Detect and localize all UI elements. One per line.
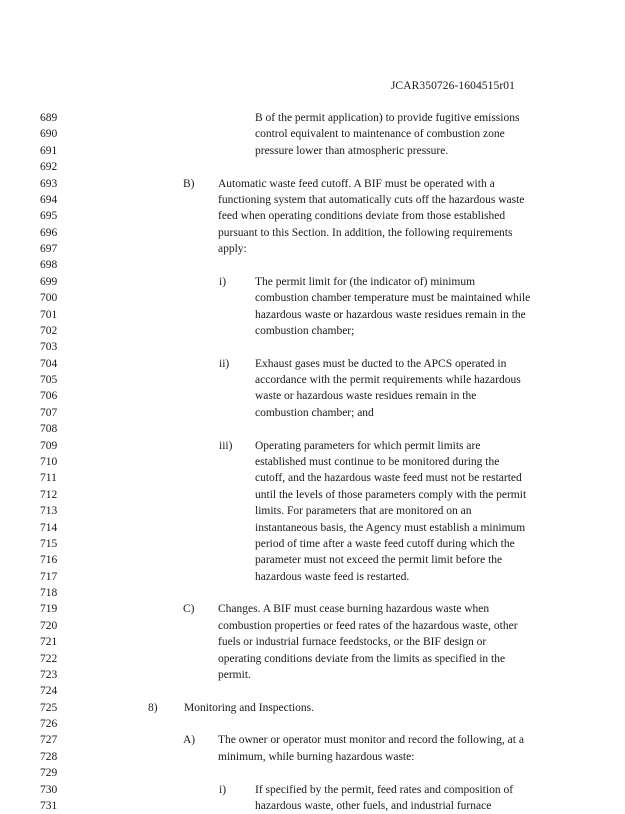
line-number: 700 bbox=[40, 292, 58, 305]
text-line bbox=[0, 454, 625, 470]
line-text: period of time after a waste feed cutoff during which the bbox=[255, 537, 515, 550]
line-text: pursuant to this Section. In addition, the following requirements bbox=[218, 226, 513, 239]
line-text: hazardous waste, other fuels, and industrial furnace bbox=[255, 799, 492, 812]
line-text: Operating parameters for which permit limits are bbox=[255, 439, 481, 452]
line-text: The owner or operator must monitor and record the following, at a bbox=[218, 734, 524, 747]
text-line bbox=[0, 290, 625, 306]
line-text: B of the permit application) to provide fugitive emissions bbox=[255, 112, 520, 124]
line-number: 706 bbox=[40, 390, 58, 403]
line-number: 724 bbox=[40, 685, 58, 698]
text-line bbox=[0, 732, 625, 748]
line-number: 704 bbox=[40, 357, 58, 370]
line-number: 701 bbox=[40, 308, 58, 321]
line-text: If specified by the permit, feed rates and composition of bbox=[255, 783, 514, 796]
line-number: 708 bbox=[40, 423, 58, 436]
line-text: combustion properties or feed rates of the hazardous waste, other bbox=[218, 619, 518, 632]
text-line bbox=[0, 503, 625, 519]
text-line bbox=[0, 225, 625, 241]
text-line bbox=[0, 126, 625, 142]
line-number: 709 bbox=[40, 439, 58, 452]
line-text: Exhaust gases must be ducted to the APCS operated in bbox=[255, 357, 507, 370]
line-text: hazardous waste or hazardous waste residues remain in the bbox=[255, 308, 526, 321]
text-line bbox=[0, 749, 625, 765]
text-line bbox=[0, 372, 625, 388]
line-number: 696 bbox=[40, 226, 58, 239]
line-number: 715 bbox=[40, 537, 58, 550]
text-line bbox=[0, 339, 625, 355]
text-line bbox=[0, 307, 625, 323]
text-line bbox=[0, 618, 625, 634]
list-marker: A) bbox=[183, 734, 196, 747]
text-line bbox=[0, 405, 625, 421]
line-number: 723 bbox=[40, 668, 58, 681]
line-text: apply: bbox=[218, 243, 247, 256]
text-line bbox=[0, 159, 625, 175]
line-text: combustion chamber; bbox=[255, 324, 355, 337]
text-line bbox=[0, 110, 625, 126]
line-number: 712 bbox=[40, 488, 58, 501]
text-line bbox=[0, 438, 625, 454]
line-text: combustion chamber temperature must be maintained while bbox=[255, 292, 531, 305]
list-marker: iii) bbox=[219, 439, 233, 452]
line-number: 721 bbox=[40, 636, 58, 649]
text-line bbox=[0, 323, 625, 339]
text-line bbox=[0, 585, 625, 601]
line-number: 707 bbox=[40, 406, 58, 419]
line-text: waste or hazardous waste residues remain in the bbox=[255, 390, 477, 403]
text-line bbox=[0, 552, 625, 568]
line-number: 710 bbox=[40, 455, 58, 468]
text-line bbox=[0, 782, 625, 798]
line-text: pressure lower than atmospheric pressure. bbox=[255, 144, 449, 157]
text-line bbox=[0, 208, 625, 224]
line-text: minimum, while burning hazardous waste: bbox=[218, 750, 415, 763]
text-line bbox=[0, 536, 625, 552]
line-number: 730 bbox=[40, 783, 58, 796]
text-line bbox=[0, 634, 625, 650]
line-text: Automatic waste feed cutoff. A BIF must be operated with a bbox=[218, 177, 495, 190]
line-number: 718 bbox=[40, 587, 58, 600]
line-number: 731 bbox=[40, 799, 58, 812]
line-number: 728 bbox=[40, 750, 58, 763]
line-number: 702 bbox=[40, 324, 58, 337]
line-text: permit. bbox=[218, 668, 251, 681]
list-marker: i) bbox=[219, 275, 227, 288]
text-line bbox=[0, 257, 625, 273]
line-number: 713 bbox=[40, 505, 58, 518]
line-text: accordance with the permit requirements while hazardous bbox=[255, 374, 521, 387]
line-text: Changes. A BIF must cease burning hazardous waste when bbox=[218, 603, 490, 616]
line-number: 722 bbox=[40, 652, 58, 665]
text-line bbox=[0, 667, 625, 683]
line-text: parameter must not exceed the permit limit before the bbox=[255, 554, 503, 567]
list-marker: ii) bbox=[219, 357, 230, 370]
document-id-header: JCAR350726-1604515r01 bbox=[390, 80, 515, 92]
line-number: 729 bbox=[40, 767, 58, 780]
text-line bbox=[0, 487, 625, 503]
text-line bbox=[0, 421, 625, 437]
line-number: 725 bbox=[40, 701, 58, 714]
text-line bbox=[0, 241, 625, 257]
line-text: hazardous waste feed is restarted. bbox=[255, 570, 410, 583]
text-line bbox=[0, 143, 625, 159]
line-number: 693 bbox=[40, 177, 58, 190]
line-text: limits. For parameters that are monitored on an bbox=[255, 505, 472, 518]
line-text: established must continue to be monitored during the bbox=[255, 455, 500, 468]
line-number: 695 bbox=[40, 210, 58, 223]
line-text: instantaneous basis, the Agency must establish a minimum bbox=[255, 521, 526, 534]
line-text: fuels or industrial furnace feedstocks, or the BIF design or bbox=[218, 636, 487, 649]
text-line bbox=[0, 651, 625, 667]
text-line bbox=[0, 520, 625, 536]
list-marker: 8) bbox=[148, 701, 158, 714]
line-number: 726 bbox=[40, 718, 58, 731]
line-text: Monitoring and Inspections. bbox=[184, 701, 314, 714]
line-text: operating conditions deviate from the limits as specified in the bbox=[218, 652, 506, 665]
text-line bbox=[0, 683, 625, 699]
list-marker: C) bbox=[183, 603, 195, 616]
text-line bbox=[0, 356, 625, 372]
text-line bbox=[0, 798, 625, 814]
line-number: 689 bbox=[40, 112, 58, 124]
text-line bbox=[0, 700, 625, 716]
line-number: 691 bbox=[40, 144, 58, 157]
text-line bbox=[0, 388, 625, 404]
line-number: 699 bbox=[40, 275, 58, 288]
line-text: feed when operating conditions deviate from those established bbox=[218, 210, 506, 223]
text-line bbox=[0, 470, 625, 486]
line-number: 714 bbox=[40, 521, 58, 534]
line-text: until the levels of those parameters comply with the permit bbox=[255, 488, 527, 501]
line-number: 692 bbox=[40, 161, 58, 174]
line-text: control equivalent to maintenance of combustion zone bbox=[255, 128, 505, 141]
line-number: 690 bbox=[40, 128, 58, 141]
line-text: functioning system that automatically cuts off the hazardous waste bbox=[218, 193, 525, 206]
line-number: 697 bbox=[40, 243, 58, 256]
line-number: 711 bbox=[40, 472, 57, 485]
list-marker: B) bbox=[183, 177, 195, 190]
line-number: 698 bbox=[40, 259, 58, 272]
line-number: 727 bbox=[40, 734, 58, 747]
text-line bbox=[0, 601, 625, 617]
text-line bbox=[0, 274, 625, 290]
text-line bbox=[0, 569, 625, 585]
line-number: 720 bbox=[40, 619, 58, 632]
line-text: cutoff, and the hazardous waste feed must not be restarted bbox=[255, 472, 522, 485]
line-text: combustion chamber; and bbox=[255, 406, 374, 419]
line-number: 703 bbox=[40, 341, 58, 354]
list-marker: i) bbox=[219, 783, 227, 796]
line-number: 717 bbox=[40, 570, 58, 583]
text-line bbox=[0, 716, 625, 732]
text-line bbox=[0, 765, 625, 781]
line-number: 705 bbox=[40, 374, 58, 387]
text-line bbox=[0, 176, 625, 192]
line-number: 694 bbox=[40, 193, 58, 206]
line-number: 719 bbox=[40, 603, 58, 616]
line-number: 716 bbox=[40, 554, 58, 567]
line-text: The permit limit for (the indicator of) minimum bbox=[255, 275, 476, 288]
text-line bbox=[0, 192, 625, 208]
